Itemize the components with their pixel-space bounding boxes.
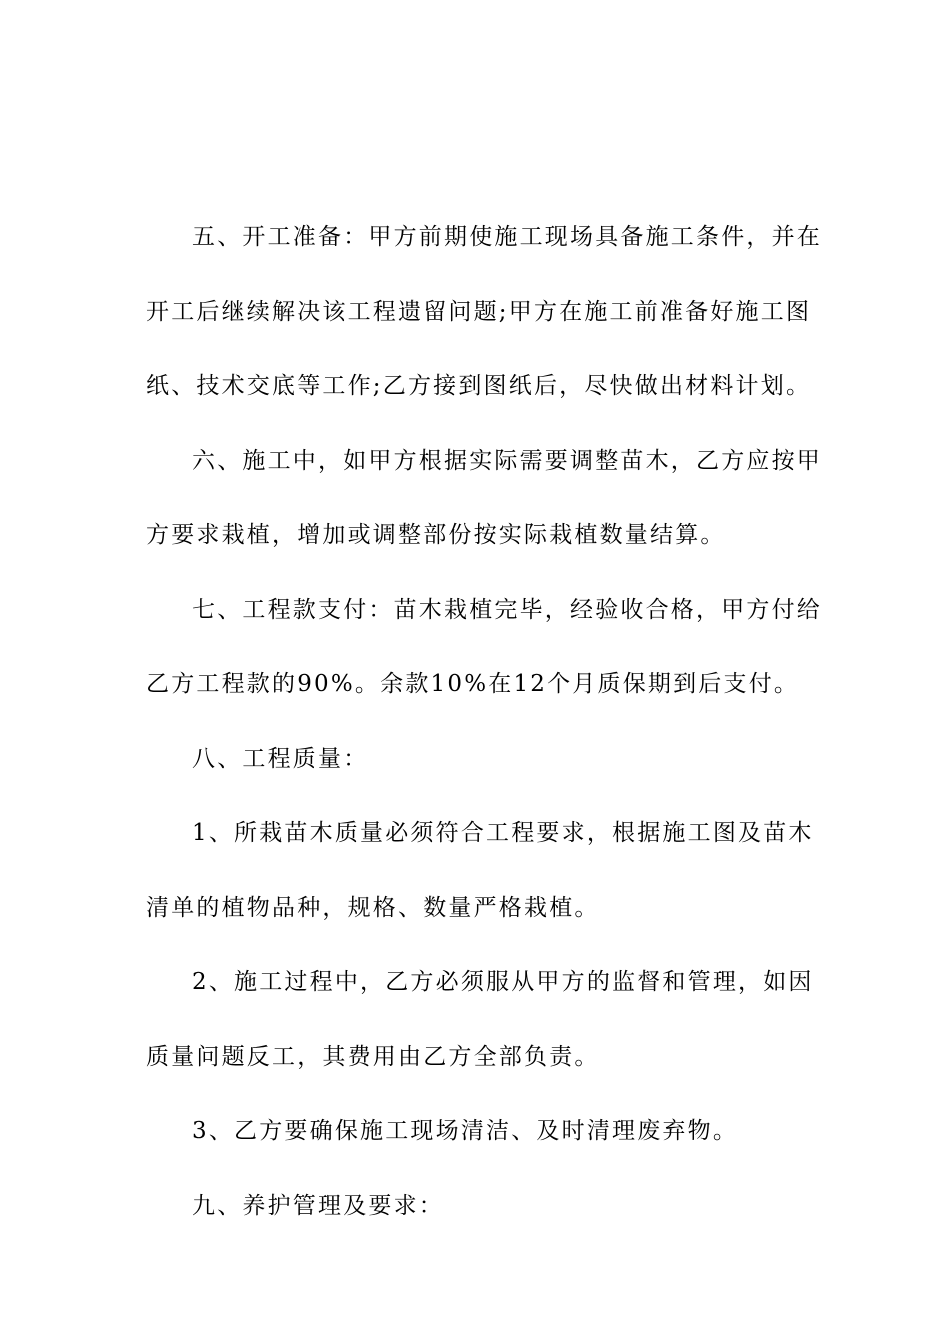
- paragraph-quality-item-1: 1、所栽苗木质量必须符合工程要求，根据施工图及苗木清单的植物品种，规格、数量严格栽植。: [146, 820, 814, 921]
- paragraph-payment: 七、工程款支付：苗木栽植完毕，经验收合格，甲方付给乙方工程款的90%。余款10%在12个月质保期到后支付。: [146, 596, 822, 697]
- document-body: [146, 200, 826, 1243]
- paragraph-seedling-adjustment: 六、施工中，如甲方根据实际需要调整苗木，乙方应按甲方要求栽植，增加或调整部份按实际栽植数量结算。: [146, 447, 822, 548]
- paragraph-quality-item-3: 3、乙方要确保施工现场清洁、及时清理废弃物。: [192, 1118, 739, 1144]
- heading-project-quality: 八、工程质量：: [192, 745, 369, 772]
- paragraph-start-preparation: 五、开工准备：甲方前期使施工现场具备施工条件，并在开工后继续解决该工程遗留问题;甲方在施工前准备好施工图纸、技术交底等工作;乙方接到图纸后，尽快做出材料计划。: [146, 224, 822, 399]
- heading-maintenance: 九、养护管理及要求：: [192, 1192, 444, 1219]
- paragraph-quality-item-2: 2、施工过程中，乙方必须服从甲方的监督和管理，如因质量问题反工，其费用由乙方全部负责。: [146, 969, 814, 1070]
